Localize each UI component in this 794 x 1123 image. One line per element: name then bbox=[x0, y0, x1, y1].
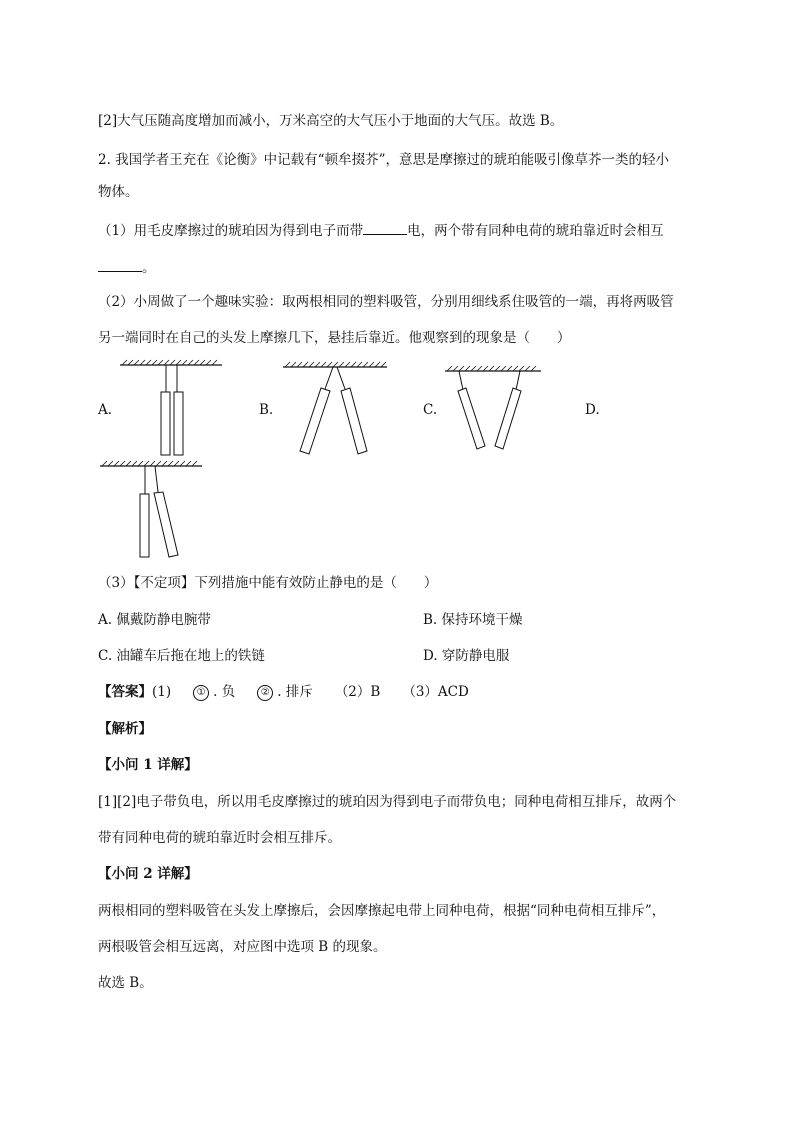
figure-d-one-straw-tilted bbox=[98, 461, 208, 561]
answer-part-2: （2）B bbox=[334, 684, 381, 700]
choice-d: D. 穿防静电服 bbox=[423, 648, 510, 664]
choice-a: A. 佩戴防静电腕带 bbox=[98, 612, 211, 628]
figure-option-d-label: D. bbox=[585, 402, 600, 418]
answer-blank-2 bbox=[98, 259, 142, 272]
answer-part-1-label: (1) bbox=[152, 684, 172, 700]
answer-value-2: . 排斥 bbox=[277, 684, 313, 700]
answer-label: 【答案】 bbox=[98, 684, 152, 700]
answer-value-1: . 负 bbox=[213, 684, 236, 700]
analysis-1-line-a: [1][2]电子带负电，所以用毛皮摩擦过的琥珀因为得到电子而带负电；同种电荷相互排斥，故两个 bbox=[98, 794, 677, 810]
marker-2: ② bbox=[257, 685, 273, 701]
analysis-heading: 【解析】 bbox=[98, 721, 152, 737]
figure-option-b-label: B. bbox=[259, 402, 274, 418]
part-3-line: （3）【不定项】下列措施中能有效防止静电的是（ ） bbox=[98, 575, 438, 591]
sub-question-2-heading: 【小问 2 详解】 bbox=[98, 866, 198, 882]
part-1-text-a: （1）用毛皮摩擦过的琥珀因为得到电子而带 bbox=[98, 223, 364, 239]
part-1-text-b: 电，两个带有同种电荷的琥珀靠近时会相互 bbox=[407, 223, 664, 239]
prev-answer-line: [2]大气压随高度增加而减小，万米高空的大气压小于地面的大气压。故选 B。 bbox=[98, 113, 564, 129]
marker-1: ① bbox=[193, 685, 209, 701]
analysis-1-line-b: 带有同种电荷的琥珀靠近时会相互排斥。 bbox=[98, 830, 341, 846]
answer-line bbox=[98, 683, 469, 701]
question-2-stem: 2. 我国学者王充在《论衡》中记载有“顿牟掇芥”，意思是摩擦过的琥珀能吸引像草芥一类的轻小 bbox=[98, 152, 669, 168]
part-1-text-c: 。 bbox=[142, 260, 156, 276]
analysis-2-line-b: 两根吸管会相互远离，对应图中选项 B 的现象。 bbox=[98, 939, 387, 955]
figure-b-straws-repel-apart bbox=[281, 362, 393, 462]
choice-c: C. 油罐车后拖在地上的铁链 bbox=[98, 648, 265, 664]
choice-b: B. 保持环境干燥 bbox=[423, 612, 523, 628]
figure-option-a-label: A. bbox=[98, 402, 113, 418]
analysis-2-line-c: 故选 B。 bbox=[98, 975, 153, 991]
part-1-line bbox=[98, 222, 664, 240]
part-1-line-cont bbox=[98, 259, 156, 277]
figure-c-straws-converge bbox=[443, 366, 547, 456]
analysis-2-line-a: 两根相同的塑料吸管在头发上摩擦后，会因摩擦起电带上同种电荷，根据“同种电荷相互排斥”， bbox=[98, 903, 666, 919]
figure-option-c-label: C. bbox=[423, 402, 438, 418]
sub-question-1-heading: 【小问 1 详解】 bbox=[98, 757, 198, 773]
part-2-line-cont: 另一端同时在自己的头发上摩擦几下，悬挂后靠近。他观察到的现象是（ ） bbox=[98, 330, 571, 346]
answer-part-3: （3）ACD bbox=[402, 684, 469, 700]
question-2-stem-cont: 物体。 bbox=[98, 184, 139, 200]
part-2-line: （2）小周做了一个趣味实验：取两根相同的塑料吸管，分别用细线系住吸管的一端，再将两吸管 bbox=[98, 294, 674, 310]
answer-blank-1 bbox=[363, 222, 407, 235]
figure-a-straws-hanging-straight bbox=[118, 360, 228, 460]
